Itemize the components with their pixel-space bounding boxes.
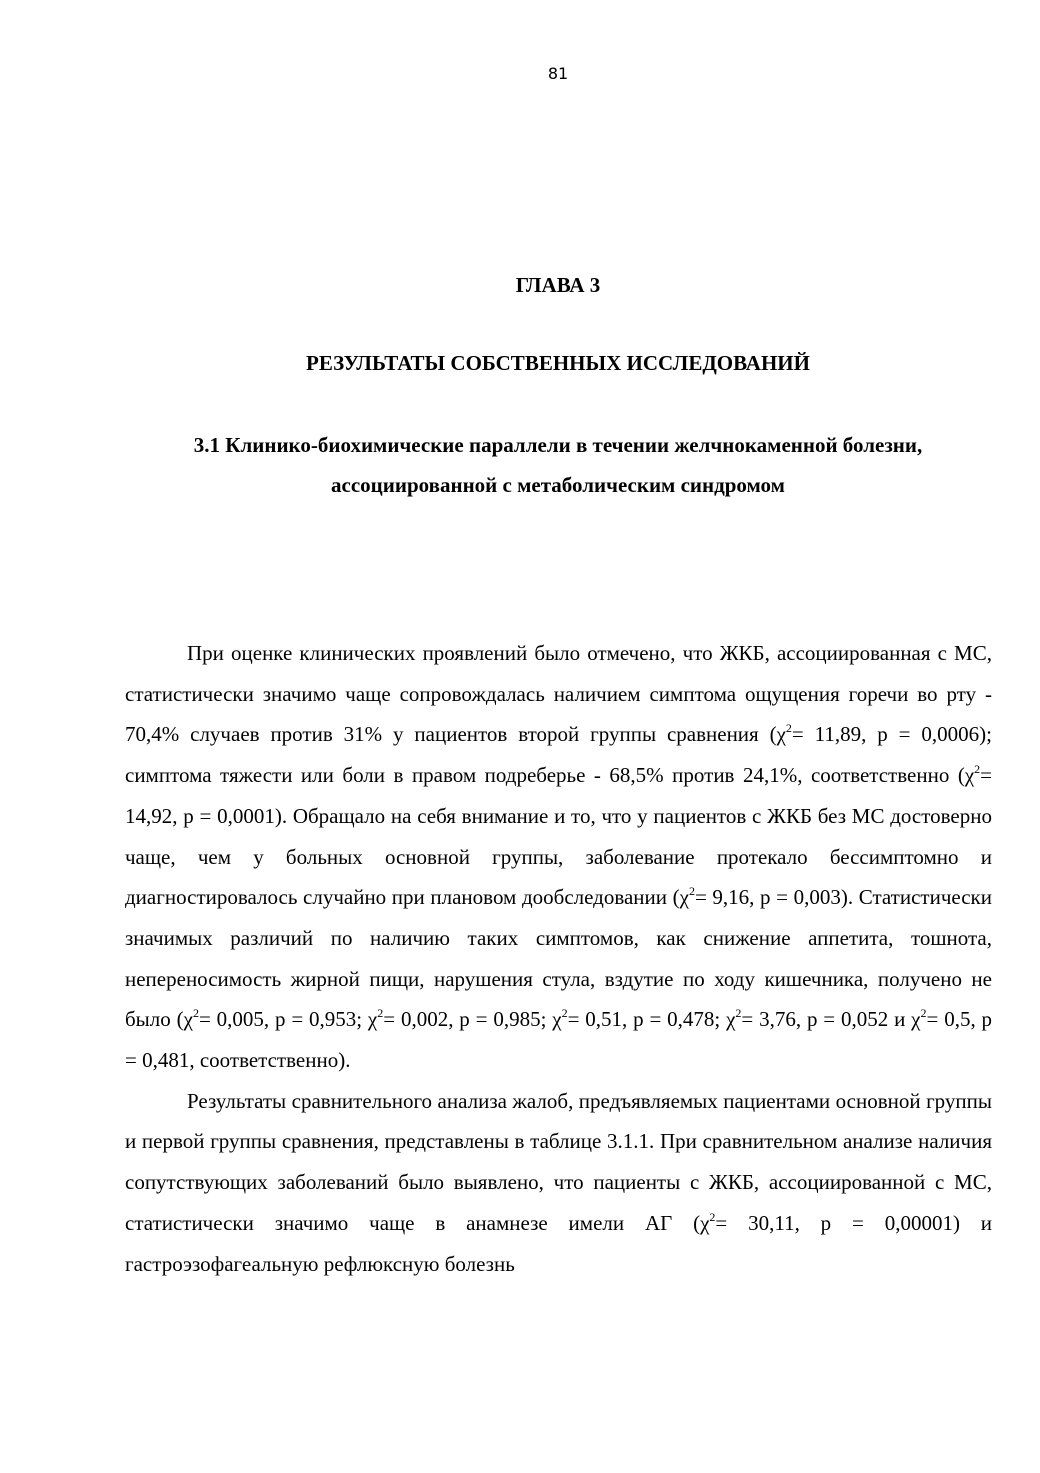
chapter-subtitle: РЕЗУЛЬТАТЫ СОБСТВЕННЫХ ИССЛЕДОВАНИЙ (306, 351, 810, 375)
p1-segment-4: = 9,16, р = 0,003). Статистически значимых различий по наличию таких симптомов, как снижение аппетита, тошнота, непереносимость жирной пищи, нарушения стула, вздутие по ходу кишечника, получено не было (χ (125, 885, 992, 1032)
p1-segment-8: = 3,76, р = 0,052 и χ (741, 1007, 921, 1032)
superscript-2: 2 (688, 884, 695, 899)
superscript-2: 2 (974, 762, 981, 777)
body-text (125, 633, 992, 1284)
p1-segment-1: При оценке клинических проявлений было отмечено, что ЖКБ, ассоциированная с МС, статистически значимо чаще сопровождалась наличием симптома ощущения горечи во рту - 70,4% случаев против 31% у пациентов второй группы сравнения (χ (125, 641, 992, 747)
paragraph-2 (125, 1081, 992, 1285)
p1-segment-3: = 14,92, р = 0,0001). Обращало на себя внимание и то, что у пациентов с ЖКБ без МС достоверно чаще, чем у больных основной группы, заболевание протекало бессимптомно и диагностировалось случайно при плановом дообследовании (χ (125, 763, 992, 910)
p1-segment-2: = 11,89, р = 0,0006); симптома тяжести или боли в правом подреберье - 68,5% против 24,1%, соответственно (χ (125, 722, 992, 788)
p2-segment-2: = 30,11, р = 0,00001) и гастроэзофагеальную рефлюксную болезнь (125, 1210, 993, 1276)
superscript-2: 2 (735, 1006, 742, 1021)
superscript-2: 2 (561, 1006, 568, 1021)
p1-segment-5: = 0,005, р = 0,953; χ (198, 1007, 378, 1032)
p1-segment-6: = 0,002, р = 0,985; χ (383, 1007, 562, 1032)
paragraph-1 (125, 633, 992, 1081)
superscript-2: 2 (192, 1006, 199, 1021)
section-title-line2: ассоциированной с метаболическим синдромом (331, 473, 785, 497)
chapter-title: ГЛАВА 3 (515, 273, 601, 297)
section-title (120, 425, 996, 505)
page-number: 81 (547, 64, 569, 83)
section-title-line1: 3.1 Клинико-биохимические параллели в течении желчнокаменной болезни, (193, 433, 923, 457)
superscript-2: 2 (377, 1006, 384, 1021)
superscript-2: 2 (920, 1006, 927, 1021)
p1-segment-9: = 0,5, р = 0,481, соответственно). (125, 1007, 993, 1073)
superscript-2: 2 (785, 721, 792, 736)
p1-segment-7: = 0,51, р = 0,478; χ (567, 1007, 736, 1032)
p2-segment-1: Результаты сравнительного анализа жалоб, предъявляемых пациентами основной группы и первой группы сравнения, представлены в таблице 3.1.1. При сравнительном анализе наличия сопутствующих заболеваний было выявлено, что пациенты с ЖКБ, ассоциированной с МС, статистически значимо чаще в анамнезе имели АГ (χ (125, 1088, 992, 1235)
superscript-2: 2 (709, 1209, 716, 1224)
